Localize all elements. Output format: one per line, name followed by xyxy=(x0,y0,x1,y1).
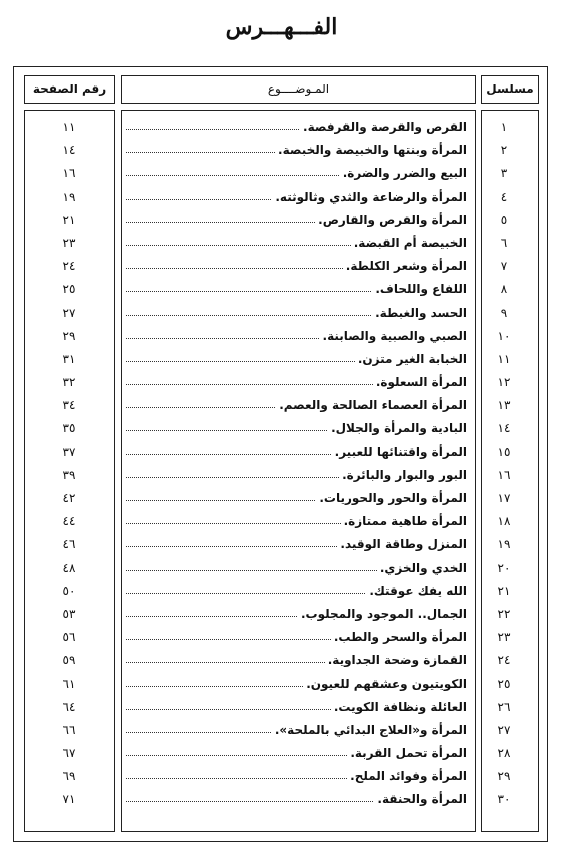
row-serial: ٢٧ xyxy=(497,722,511,737)
row-page-number: ٣١ xyxy=(62,351,76,366)
row-topic: الجمال.. الموجود والمجلوب. xyxy=(298,605,467,623)
row-topic: المرأة تحمل القربة. xyxy=(347,744,467,762)
row-page-number: ١١ xyxy=(62,120,76,134)
index-row xyxy=(0,510,563,533)
row-serial: ١ xyxy=(500,120,508,134)
row-topic: المرأة وشعر الكلطة. xyxy=(343,257,467,275)
row-serial: ٩ xyxy=(500,305,508,320)
row-page-number: ٥٠ xyxy=(62,583,76,598)
row-topic: المرأة والرضاعة والثدي وثالوثته. xyxy=(272,188,467,206)
row-topic: المرأة العصماء الصالحة والعصم. xyxy=(276,396,467,414)
row-page-number: ٢٥ xyxy=(62,282,76,297)
index-row xyxy=(0,742,563,765)
row-page-number: ١٦ xyxy=(62,166,76,181)
row-topic: البور والبوار والبائرة. xyxy=(339,466,467,484)
row-serial: ١٢ xyxy=(497,375,511,390)
row-serial: ٢٩ xyxy=(497,769,511,784)
row-page-number: ٣٢ xyxy=(62,375,76,390)
row-page-number: ٤٢ xyxy=(62,491,76,505)
row-serial: ١٤ xyxy=(497,421,511,436)
row-page-number: ١٩ xyxy=(62,189,76,204)
index-row xyxy=(0,673,563,696)
row-serial: ٦ xyxy=(500,235,508,250)
row-serial: ٥ xyxy=(500,212,508,227)
index-row xyxy=(0,487,563,510)
row-topic: المرأة وفوائد الملح. xyxy=(347,767,467,785)
row-topic: الحسد والغبطة. xyxy=(372,304,467,322)
row-serial: ١٩ xyxy=(497,537,511,552)
row-serial: ٢٥ xyxy=(497,676,511,691)
row-page-number: ٢٧ xyxy=(62,305,76,320)
row-serial: ١٥ xyxy=(497,444,511,459)
index-row xyxy=(0,371,563,394)
index-row xyxy=(0,348,563,371)
row-topic: البيع والضرر والضرة. xyxy=(340,164,467,182)
row-page-number: ٥٦ xyxy=(62,630,76,645)
row-page-number: ٥٩ xyxy=(62,653,76,668)
row-serial: ٣٠ xyxy=(497,792,511,807)
row-serial: ٢٦ xyxy=(497,699,511,714)
index-row xyxy=(0,162,563,185)
row-serial: ٢١ xyxy=(497,583,511,598)
row-serial: ١٧ xyxy=(497,491,511,505)
row-page-number: ٤٨ xyxy=(62,560,76,575)
index-row xyxy=(0,325,563,348)
row-topic: الخبابة الغير متزن. xyxy=(355,350,467,368)
row-topic: المرأة والقرص والقارص. xyxy=(315,211,467,229)
header-topic: المـوضــــوع xyxy=(121,75,476,104)
row-page-number: ٣٧ xyxy=(62,444,76,459)
header-serial: مسلسل xyxy=(481,75,539,104)
row-topic: اللفاع واللحاف. xyxy=(372,280,467,298)
row-page-number: ٣٥ xyxy=(62,421,76,436)
row-page-number: ٧١ xyxy=(62,792,76,807)
row-page-number: ٦٧ xyxy=(62,746,76,761)
header-page-number: رقم الصفحة xyxy=(24,75,115,104)
index-row xyxy=(0,302,563,325)
index-row xyxy=(0,788,563,811)
row-serial: ٨ xyxy=(500,282,508,297)
row-page-number: ٦٩ xyxy=(62,769,76,784)
row-topic: المرأة طاهية ممتازة. xyxy=(341,512,467,530)
index-row xyxy=(0,464,563,487)
row-serial: ٢ xyxy=(500,143,508,158)
row-serial: ٣ xyxy=(500,166,508,181)
row-serial: ١٨ xyxy=(497,514,511,529)
row-page-number: ٤٦ xyxy=(62,537,76,552)
row-serial: ١١ xyxy=(497,351,511,366)
index-row xyxy=(0,116,563,139)
row-serial: ١٣ xyxy=(497,398,511,413)
row-page-number: ١٤ xyxy=(62,143,76,158)
row-page-number: ٢٣ xyxy=(62,235,76,250)
index-row xyxy=(0,278,563,301)
index-row xyxy=(0,580,563,603)
index-row xyxy=(0,139,563,162)
index-row xyxy=(0,255,563,278)
row-page-number: ٦٤ xyxy=(62,699,76,714)
index-row xyxy=(0,394,563,417)
row-page-number: ٣٤ xyxy=(62,398,76,413)
row-topic: المرأة والحور والحوريات. xyxy=(316,489,467,507)
row-serial: ٢٣ xyxy=(497,630,511,645)
row-topic: الكويتيون وعشقهم للعيون. xyxy=(303,675,467,693)
page-title: الفـــهـــرس xyxy=(225,14,338,40)
row-serial: ٢٠ xyxy=(497,560,511,575)
row-topic: المرأة والسحر والطب. xyxy=(331,628,467,646)
row-page-number: ٢٤ xyxy=(62,259,76,274)
row-page-number: ٢٩ xyxy=(62,328,76,343)
row-page-number: ٣٩ xyxy=(62,467,76,482)
row-topic: القمازة وضحة الجداوية. xyxy=(325,651,467,669)
row-page-number: ٤٤ xyxy=(62,514,76,529)
index-row xyxy=(0,417,563,440)
row-topic: القرص والقرصة والقرفصة. xyxy=(300,118,467,136)
row-serial: ١٠ xyxy=(497,328,511,343)
row-serial: ٧ xyxy=(500,259,508,274)
row-topic: الله يفك عوقتك. xyxy=(366,582,467,600)
row-topic: المرأة و«العلاج البدائي بالملحة». xyxy=(272,721,467,739)
index-row xyxy=(0,603,563,626)
index-row xyxy=(0,626,563,649)
row-topic: الخدي والخزي. xyxy=(377,559,467,577)
row-topic: الخبيصة أم القبضة. xyxy=(351,234,467,252)
row-serial: ٤ xyxy=(500,189,508,204)
index-row xyxy=(0,557,563,580)
index-rows xyxy=(0,116,563,812)
index-row xyxy=(0,719,563,742)
row-topic: المرأة السعلوة. xyxy=(373,373,467,391)
row-serial: ٢٨ xyxy=(497,746,511,761)
row-page-number: ٦١ xyxy=(62,676,76,691)
row-topic: العائلة ونظافة الكويت. xyxy=(331,698,467,716)
row-serial: ١٦ xyxy=(497,467,511,482)
index-row xyxy=(0,765,563,788)
index-row xyxy=(0,533,563,556)
row-topic: المنزل وطاقة الوقيد. xyxy=(337,535,467,553)
row-topic: المرأة وبنتها والخبيصة والخبصة. xyxy=(275,141,467,159)
index-row xyxy=(0,696,563,719)
row-topic: البادية والمرأة والجلال. xyxy=(328,419,467,437)
row-topic: المرأة واقتنائها للعبير. xyxy=(332,443,467,461)
index-row xyxy=(0,649,563,672)
row-page-number: ٢١ xyxy=(62,212,76,227)
index-row xyxy=(0,186,563,209)
row-page-number: ٦٦ xyxy=(62,722,76,737)
index-row xyxy=(0,232,563,255)
index-row xyxy=(0,209,563,232)
row-topic: الصبي والصبية والصابنة. xyxy=(320,327,467,345)
row-topic: المرأة والحنقة. xyxy=(374,790,467,808)
row-page-number: ٥٣ xyxy=(62,606,76,621)
row-serial: ٢٤ xyxy=(497,653,511,668)
index-row xyxy=(0,441,563,464)
row-serial: ٢٢ xyxy=(497,606,511,621)
